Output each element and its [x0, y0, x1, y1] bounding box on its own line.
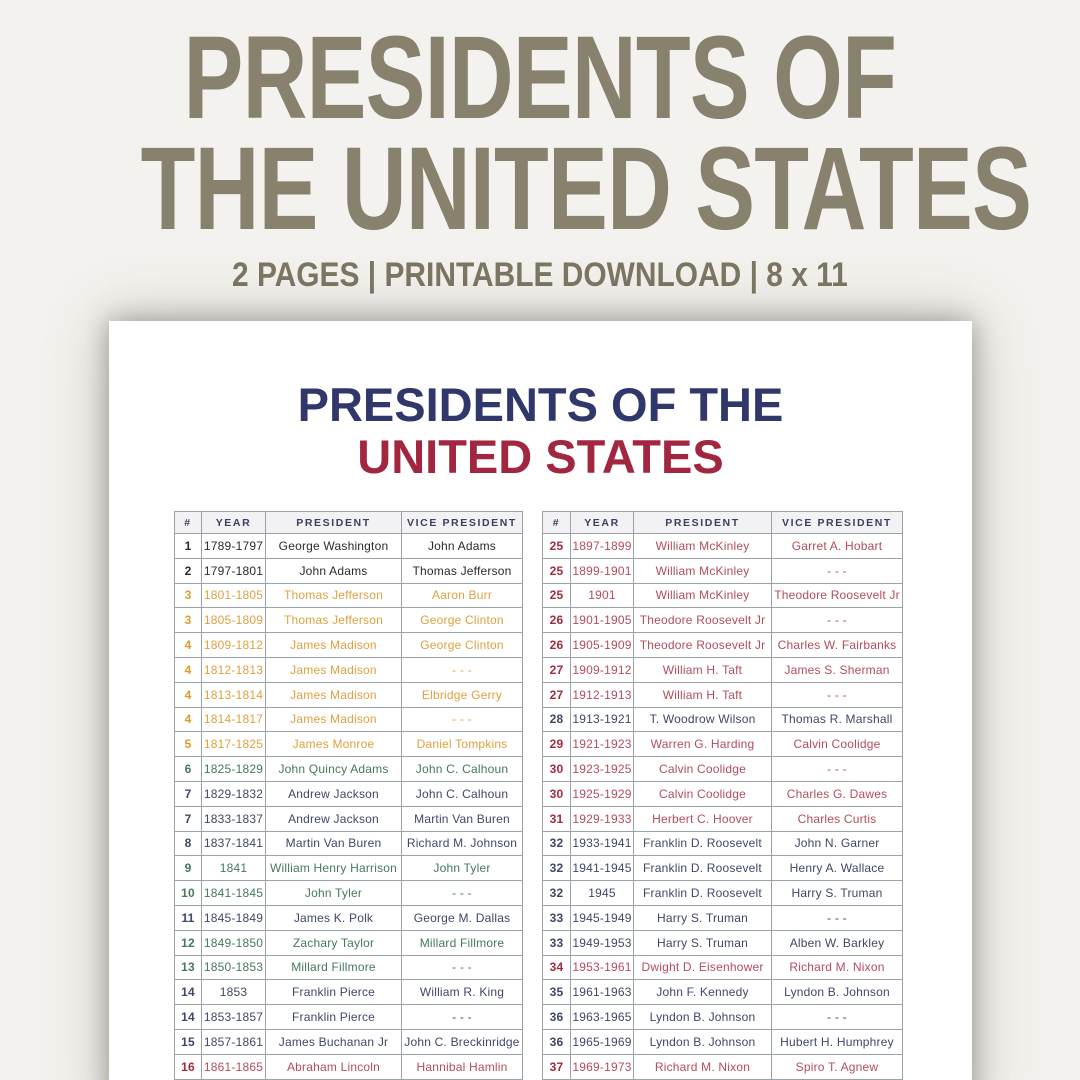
table-cell-year: 1913-1921 — [571, 707, 634, 732]
table-cell-num: 25 — [543, 583, 571, 608]
table-cell-num: 13 — [175, 955, 202, 980]
table-cell-pres: William Henry Harrison — [266, 856, 402, 881]
table-cell-vp: John N. Garner — [772, 831, 903, 856]
table-cell-year: 1857-1861 — [202, 1029, 266, 1054]
table-cell-num: 31 — [543, 806, 571, 831]
table-cell-pres: William McKinley — [634, 558, 772, 583]
table-cell-pres: Franklin Pierce — [266, 980, 402, 1005]
table-cell-year: 1901-1905 — [571, 608, 634, 633]
table-row — [175, 1029, 523, 1054]
column-header-president: PRESIDENT — [266, 512, 402, 534]
table-cell-year: 1925-1929 — [571, 781, 634, 806]
table-cell-pres: James Buchanan Jr — [266, 1029, 402, 1054]
table-row — [543, 905, 903, 930]
table-row — [175, 980, 523, 1005]
table-cell-vp: Hubert H. Humphrey — [772, 1029, 903, 1054]
table-row — [543, 930, 903, 955]
table-row — [175, 806, 523, 831]
table-cell-pres: Harry S. Truman — [634, 905, 772, 930]
table-cell-vp: Thomas Jefferson — [402, 558, 523, 583]
page-title-line1: PRESIDENTS OF THE — [297, 378, 784, 431]
table-cell-num: 16 — [175, 1054, 202, 1079]
table-cell-year: 1853 — [202, 980, 266, 1005]
table-row — [543, 806, 903, 831]
table-cell-vp: George M. Dallas — [402, 905, 523, 930]
table-row — [543, 881, 903, 906]
table-cell-year: 1841-1845 — [202, 881, 266, 906]
table-cell-year: 1853-1857 — [202, 1005, 266, 1030]
table-cell-num: 36 — [543, 1029, 571, 1054]
table-row — [175, 781, 523, 806]
table-cell-pres: James Madison — [266, 682, 402, 707]
table-cell-pres: Richard M. Nixon — [634, 1054, 772, 1079]
table-cell-year: 1897-1899 — [571, 534, 634, 559]
table-cell-num: 29 — [543, 732, 571, 757]
table-header-row — [175, 512, 523, 534]
table-row — [543, 682, 903, 707]
table-row — [543, 831, 903, 856]
table-cell-vp: - - - — [772, 558, 903, 583]
table-cell-year: 1850-1853 — [202, 955, 266, 980]
table-cell-pres: James Madison — [266, 707, 402, 732]
table-cell-pres: William McKinley — [634, 583, 772, 608]
presidents-table-right — [542, 511, 903, 1080]
column-header-president: PRESIDENT — [634, 512, 772, 534]
table-cell-pres: Franklin D. Roosevelt — [634, 881, 772, 906]
table-cell-pres: Franklin D. Roosevelt — [634, 831, 772, 856]
table-cell-pres: Calvin Coolidge — [634, 757, 772, 782]
table-cell-pres: James K. Polk — [266, 905, 402, 930]
table-cell-year: 1825-1829 — [202, 757, 266, 782]
table-cell-year: 1817-1825 — [202, 732, 266, 757]
table-row — [175, 657, 523, 682]
table-row — [543, 955, 903, 980]
table-row — [175, 558, 523, 583]
table-row — [543, 583, 903, 608]
table-cell-num: 30 — [543, 781, 571, 806]
table-row — [175, 682, 523, 707]
column-header-number: # — [175, 512, 202, 534]
table-cell-pres: John Adams — [266, 558, 402, 583]
table-cell-num: 14 — [175, 1005, 202, 1030]
table-cell-num: 7 — [175, 781, 202, 806]
table-cell-vp: Garret A. Hobart — [772, 534, 903, 559]
table-cell-vp: Martin Van Buren — [402, 806, 523, 831]
table-cell-year: 1945-1949 — [571, 905, 634, 930]
table-cell-year: 1965-1969 — [571, 1029, 634, 1054]
table-cell-num: 4 — [175, 633, 202, 658]
table-cell-year: 1929-1933 — [571, 806, 634, 831]
table-cell-pres: Franklin D. Roosevelt — [634, 856, 772, 881]
table-cell-vp: Spiro T. Agnew — [772, 1054, 903, 1079]
table-cell-num: 27 — [543, 682, 571, 707]
table-cell-year: 1841 — [202, 856, 266, 881]
table-cell-vp: Aaron Burr — [402, 583, 523, 608]
table-cell-vp: - - - — [402, 955, 523, 980]
table-cell-pres: Theodore Roosevelt Jr — [634, 633, 772, 658]
table-cell-vp: - - - — [772, 682, 903, 707]
banner-title-line1-text: PRESIDENTS OF — [183, 12, 897, 144]
table-cell-vp: - - - — [772, 1005, 903, 1030]
table-row — [175, 881, 523, 906]
table-cell-vp: Elbridge Gerry — [402, 682, 523, 707]
table-cell-vp: Richard M. Johnson — [402, 831, 523, 856]
table-cell-pres: Zachary Taylor — [266, 930, 402, 955]
table-row — [543, 1054, 903, 1079]
table-cell-year: 1829-1832 — [202, 781, 266, 806]
table-cell-vp: - - - — [772, 757, 903, 782]
table-cell-year: 1837-1841 — [202, 831, 266, 856]
table-cell-pres: Lyndon B. Johnson — [634, 1005, 772, 1030]
table-cell-vp: Charles Curtis — [772, 806, 903, 831]
table-cell-num: 5 — [175, 732, 202, 757]
table-row — [175, 757, 523, 782]
table-row — [543, 657, 903, 682]
table-row — [175, 732, 523, 757]
table-cell-year: 1969-1973 — [571, 1054, 634, 1079]
table-cell-vp: - - - — [402, 881, 523, 906]
table-cell-pres: Warren G. Harding — [634, 732, 772, 757]
table-cell-year: 1899-1901 — [571, 558, 634, 583]
table-cell-pres: William McKinley — [634, 534, 772, 559]
table-cell-pres: John Tyler — [266, 881, 402, 906]
table-cell-pres: Harry S. Truman — [634, 930, 772, 955]
table-row — [175, 534, 523, 559]
table-cell-pres: John Quincy Adams — [266, 757, 402, 782]
table-cell-num: 7 — [175, 806, 202, 831]
table-cell-vp: - - - — [772, 608, 903, 633]
table-cell-year: 1949-1953 — [571, 930, 634, 955]
table-cell-num: 12 — [175, 930, 202, 955]
table-cell-vp: Hannibal Hamlin — [402, 1054, 523, 1079]
table-cell-year: 1861-1865 — [202, 1054, 266, 1079]
page-title-line2: UNITED STATES — [357, 430, 724, 483]
table-cell-num: 4 — [175, 657, 202, 682]
table-cell-year: 1945 — [571, 881, 634, 906]
table-cell-vp: - - - — [402, 707, 523, 732]
table-cell-vp: Charles G. Dawes — [772, 781, 903, 806]
table-cell-vp: James S. Sherman — [772, 657, 903, 682]
table-cell-num: 33 — [543, 905, 571, 930]
table-cell-year: 1953-1961 — [571, 955, 634, 980]
table-cell-pres: John F. Kennedy — [634, 980, 772, 1005]
table-cell-pres: Herbert C. Hoover — [634, 806, 772, 831]
table-cell-vp: Henry A. Wallace — [772, 856, 903, 881]
table-cell-year: 1933-1941 — [571, 831, 634, 856]
table-cell-year: 1809-1812 — [202, 633, 266, 658]
table-cell-year: 1849-1850 — [202, 930, 266, 955]
table-cell-pres: Franklin Pierce — [266, 1005, 402, 1030]
table-cell-num: 26 — [543, 608, 571, 633]
table-row — [543, 757, 903, 782]
table-header-row — [543, 512, 903, 534]
table-cell-year: 1905-1909 — [571, 633, 634, 658]
table-cell-year: 1833-1837 — [202, 806, 266, 831]
table-cell-pres: Andrew Jackson — [266, 806, 402, 831]
banner-title-line2-text: THE UNITED STATES — [140, 122, 1032, 255]
table-cell-vp: George Clinton — [402, 608, 523, 633]
banner-subtitle — [0, 255, 1080, 294]
table-row — [175, 905, 523, 930]
table-cell-year: 1901 — [571, 583, 634, 608]
table-cell-vp: Calvin Coolidge — [772, 732, 903, 757]
table-cell-year: 1812-1813 — [202, 657, 266, 682]
table-cell-vp: Theodore Roosevelt Jr — [772, 583, 903, 608]
printable-page-mockup — [109, 321, 972, 1080]
table-cell-num: 14 — [175, 980, 202, 1005]
table-cell-year: 1805-1809 — [202, 608, 266, 633]
table-row — [175, 1054, 523, 1079]
table-cell-pres: Thomas Jefferson — [266, 608, 402, 633]
table-row — [543, 732, 903, 757]
table-cell-vp: Alben W. Barkley — [772, 930, 903, 955]
table-cell-vp: William R. King — [402, 980, 523, 1005]
table-row — [543, 1029, 903, 1054]
table-row — [175, 583, 523, 608]
table-cell-year: 1921-1923 — [571, 732, 634, 757]
table-cell-num: 34 — [543, 955, 571, 980]
table-cell-year: 1801-1805 — [202, 583, 266, 608]
table-cell-vp: - - - — [402, 657, 523, 682]
table-cell-num: 3 — [175, 583, 202, 608]
table-cell-year: 1814-1817 — [202, 707, 266, 732]
table-cell-pres: James Madison — [266, 657, 402, 682]
table-cell-pres: Andrew Jackson — [266, 781, 402, 806]
table-cell-num: 25 — [543, 534, 571, 559]
column-header-vice-president: VICE PRESIDENT — [772, 512, 903, 534]
table-cell-num: 28 — [543, 707, 571, 732]
table-row — [543, 980, 903, 1005]
table-row — [543, 781, 903, 806]
table-cell-vp: John C. Calhoun — [402, 757, 523, 782]
table-cell-pres: Abraham Lincoln — [266, 1054, 402, 1079]
table-cell-year: 1912-1913 — [571, 682, 634, 707]
table-cell-num: 32 — [543, 856, 571, 881]
table-row — [175, 831, 523, 856]
table-cell-vp: John Adams — [402, 534, 523, 559]
banner-title-line1 — [0, 12, 1080, 144]
table-cell-pres: James Monroe — [266, 732, 402, 757]
table-cell-year: 1963-1965 — [571, 1005, 634, 1030]
table-cell-pres: James Madison — [266, 633, 402, 658]
column-header-year: YEAR — [202, 512, 266, 534]
table-cell-vp: Daniel Tompkins — [402, 732, 523, 757]
table-cell-pres: Calvin Coolidge — [634, 781, 772, 806]
table-row — [175, 633, 523, 658]
table-cell-num: 27 — [543, 657, 571, 682]
table-cell-vp: Lyndon B. Johnson — [772, 980, 903, 1005]
column-header-year: YEAR — [571, 512, 634, 534]
table-cell-num: 8 — [175, 831, 202, 856]
table-row — [175, 608, 523, 633]
table-cell-vp: Harry S. Truman — [772, 881, 903, 906]
table-row — [543, 1005, 903, 1030]
table-cell-pres: William H. Taft — [634, 682, 772, 707]
table-cell-pres: William H. Taft — [634, 657, 772, 682]
table-cell-num: 4 — [175, 707, 202, 732]
table-row — [543, 633, 903, 658]
table-row — [175, 1005, 523, 1030]
table-cell-num: 6 — [175, 757, 202, 782]
table-cell-vp: - - - — [402, 1005, 523, 1030]
table-row — [543, 534, 903, 559]
table-cell-year: 1923-1925 — [571, 757, 634, 782]
table-cell-num: 32 — [543, 881, 571, 906]
table-cell-num: 2 — [175, 558, 202, 583]
table-row — [175, 856, 523, 881]
table-cell-year: 1789-1797 — [202, 534, 266, 559]
table-cell-num: 35 — [543, 980, 571, 1005]
table-cell-num: 33 — [543, 930, 571, 955]
table-cell-pres: Dwight D. Eisenhower — [634, 955, 772, 980]
table-cell-year: 1909-1912 — [571, 657, 634, 682]
table-cell-num: 15 — [175, 1029, 202, 1054]
presidents-table-left — [174, 511, 523, 1080]
table-cell-vp: John C. Breckinridge — [402, 1029, 523, 1054]
table-cell-year: 1845-1849 — [202, 905, 266, 930]
table-cell-pres: Millard Fillmore — [266, 955, 402, 980]
table-cell-num: 10 — [175, 881, 202, 906]
table-row — [543, 707, 903, 732]
table-cell-vp: George Clinton — [402, 633, 523, 658]
table-row — [175, 955, 523, 980]
table-row — [175, 707, 523, 732]
table-cell-year: 1813-1814 — [202, 682, 266, 707]
table-cell-num: 1 — [175, 534, 202, 559]
table-cell-vp: Richard M. Nixon — [772, 955, 903, 980]
table-cell-num: 37 — [543, 1054, 571, 1079]
table-cell-num: 30 — [543, 757, 571, 782]
table-cell-pres: Martin Van Buren — [266, 831, 402, 856]
table-cell-vp: John C. Calhoun — [402, 781, 523, 806]
table-cell-num: 4 — [175, 682, 202, 707]
table-cell-vp: Thomas R. Marshall — [772, 707, 903, 732]
table-cell-pres: T. Woodrow Wilson — [634, 707, 772, 732]
table-cell-year: 1797-1801 — [202, 558, 266, 583]
table-cell-num: 11 — [175, 905, 202, 930]
banner — [0, 0, 1080, 292]
table-cell-vp: John Tyler — [402, 856, 523, 881]
table-row — [543, 558, 903, 583]
table-cell-pres: Theodore Roosevelt Jr — [634, 608, 772, 633]
table-cell-num: 36 — [543, 1005, 571, 1030]
table-cell-num: 26 — [543, 633, 571, 658]
table-cell-vp: Millard Fillmore — [402, 930, 523, 955]
table-cell-year: 1961-1963 — [571, 980, 634, 1005]
table-row — [543, 608, 903, 633]
table-cell-year: 1941-1945 — [571, 856, 634, 881]
table-row — [543, 856, 903, 881]
table-cell-num: 3 — [175, 608, 202, 633]
table-cell-pres: Lyndon B. Johnson — [634, 1029, 772, 1054]
column-header-vice-president: VICE PRESIDENT — [402, 512, 523, 534]
table-cell-num: 9 — [175, 856, 202, 881]
table-cell-num: 32 — [543, 831, 571, 856]
table-cell-num: 25 — [543, 558, 571, 583]
table-cell-pres: George Washington — [266, 534, 402, 559]
column-header-number: # — [543, 512, 571, 534]
table-cell-pres: Thomas Jefferson — [266, 583, 402, 608]
banner-title-line2 — [0, 122, 1080, 255]
table-cell-vp: Charles W. Fairbanks — [772, 633, 903, 658]
banner-subtitle-text: 2 PAGES | PRINTABLE DOWNLOAD | 8 x 11 — [232, 255, 848, 294]
table-row — [175, 930, 523, 955]
table-cell-vp: - - - — [772, 905, 903, 930]
